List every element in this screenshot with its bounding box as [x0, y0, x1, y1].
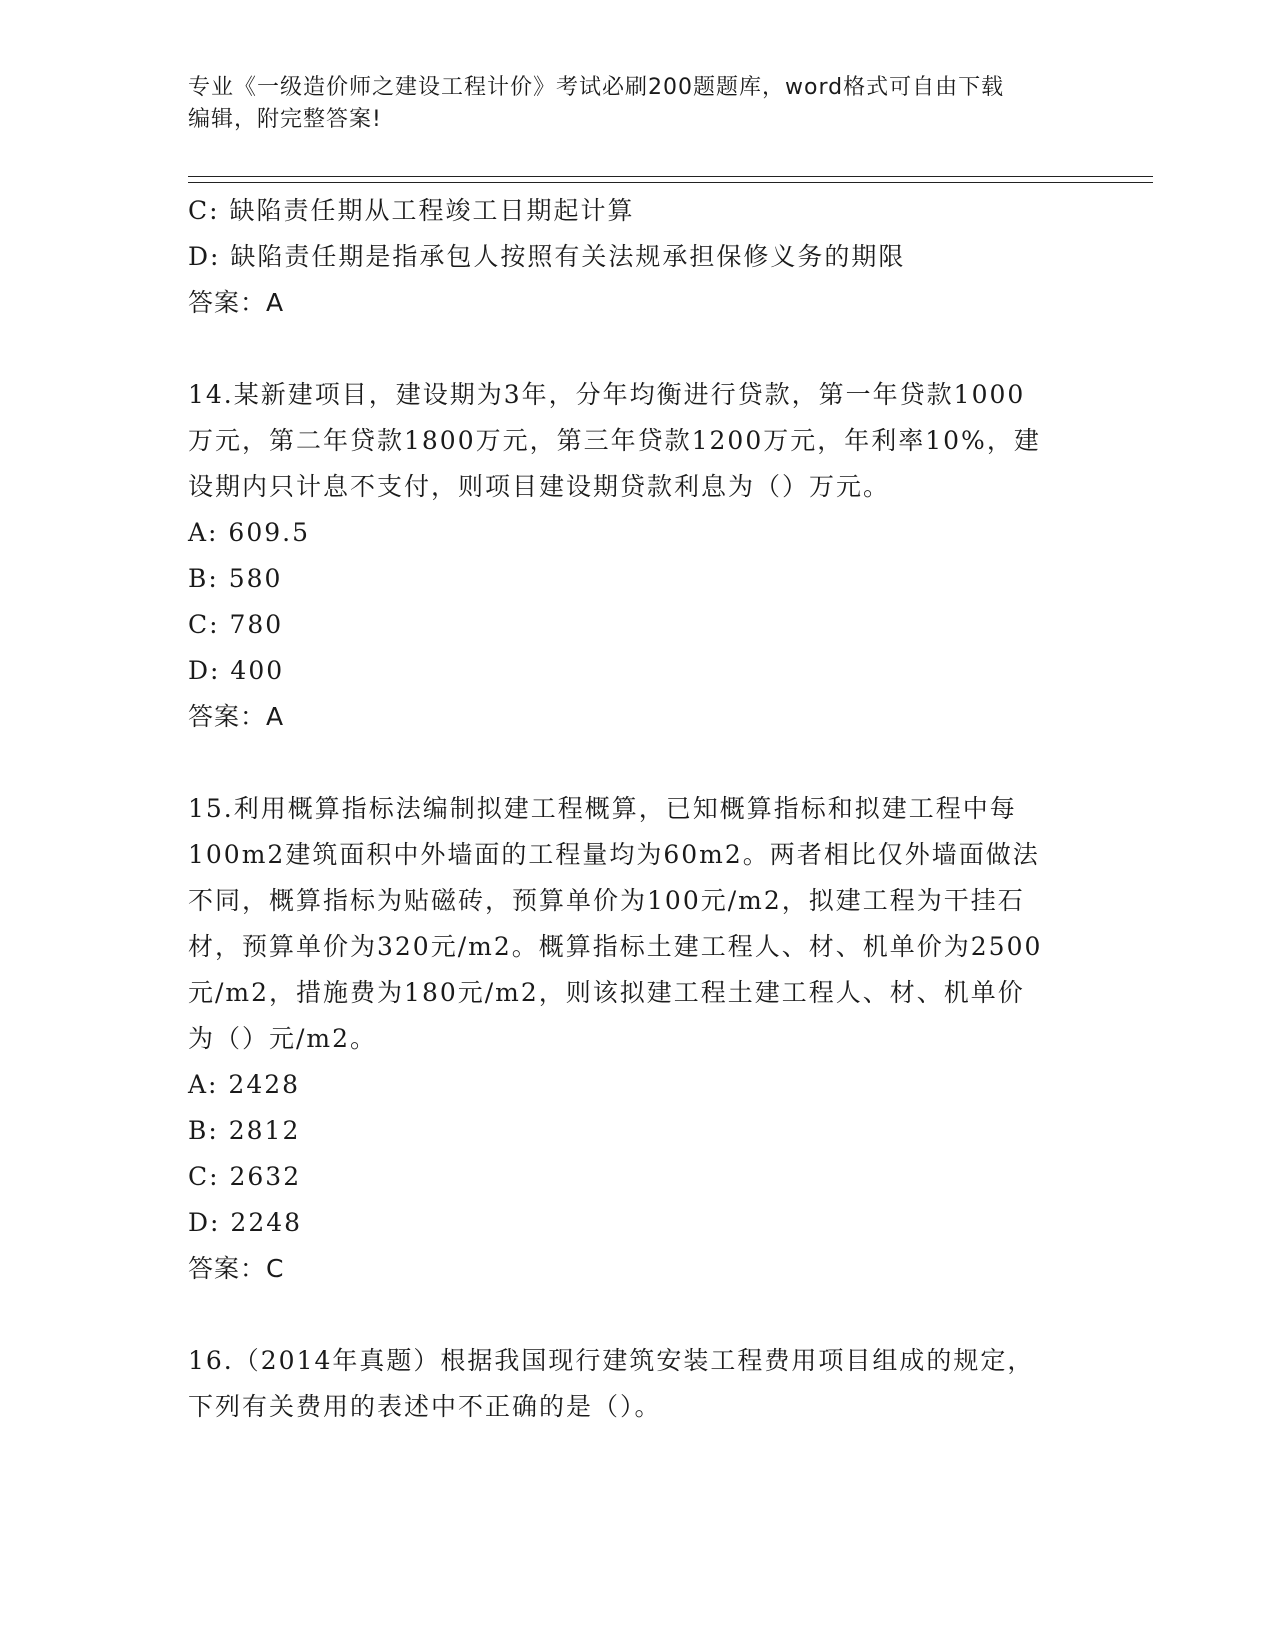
spacer — [188, 740, 1088, 786]
option-d: D: 缺陷责任期是指承包人按照有关法规承担保修义务的期限 — [188, 242, 906, 271]
answer-label: 答案：A — [188, 702, 285, 731]
answer-label: 答案：A — [188, 288, 285, 317]
option-d: D: 2248 — [188, 1208, 303, 1237]
question-stem-line: 下列有关费用的表述中不正确的是（）。 — [188, 1392, 662, 1421]
question-stem-line: 元/m2，措施费为180元/m2，则该拟建工程土建工程人、材、机单价 — [188, 978, 1025, 1007]
question-stem-line: 100m2建筑面积中外墙面的工程量均为60m2。两者相比仅外墙面做法 — [188, 840, 1040, 869]
question-stem-line: 15.利用概算指标法编制拟建工程概算，已知概算指标和拟建工程中每 — [188, 794, 1017, 823]
option-c: C: 2632 — [188, 1162, 302, 1191]
question-stem-line: 设期内只计息不支付，则项目建设期贷款利息为（）万元。 — [188, 472, 891, 501]
question-stem-line: 不同，概算指标为贴磁砖，预算单价为100元/m2，拟建工程为干挂石 — [188, 886, 1025, 915]
question-stem-line: 万元，第二年贷款1800万元，第三年贷款1200万元，年利率10%，建 — [188, 426, 1041, 455]
option-c: C: 780 — [188, 610, 284, 639]
option-b: B: 580 — [188, 564, 283, 593]
question-15 — [188, 786, 1088, 1292]
header-divider-top — [188, 176, 1153, 177]
question-stem-line: 为（）元/m2。 — [188, 1024, 378, 1053]
option-a: A: 609.5 — [188, 518, 310, 547]
question-stem-line: 16.（2014年真题）根据我国现行建筑安装工程费用项目组成的规定， — [188, 1346, 1035, 1375]
answer-label: 答案：C — [188, 1254, 285, 1283]
header-line-1: 专业《一级造价师之建设工程计价》考试必刷200题题库，word格式可自由下载 — [188, 75, 1005, 100]
option-c: C: 缺陷责任期从工程竣工日期起计算 — [188, 196, 635, 225]
spacer — [188, 326, 1088, 372]
question-14 — [188, 372, 1088, 740]
option-b: B: 2812 — [188, 1116, 301, 1145]
header-line-2: 编辑，附完整答案! — [188, 107, 382, 132]
option-a: A: 2428 — [188, 1070, 301, 1099]
spacer — [188, 1292, 1088, 1338]
page-header — [188, 72, 1088, 136]
document-body — [188, 188, 1088, 1430]
question-13-tail — [188, 188, 1088, 326]
question-16 — [188, 1338, 1088, 1430]
question-stem-line: 14.某新建项目，建设期为3年，分年均衡进行贷款，第一年贷款1000 — [188, 380, 1026, 409]
header-divider-bottom — [188, 182, 1153, 183]
option-d: D: 400 — [188, 656, 285, 685]
question-stem-line: 材，预算单价为320元/m2。概算指标土建工程人、材、机单价为2500 — [188, 932, 1043, 961]
